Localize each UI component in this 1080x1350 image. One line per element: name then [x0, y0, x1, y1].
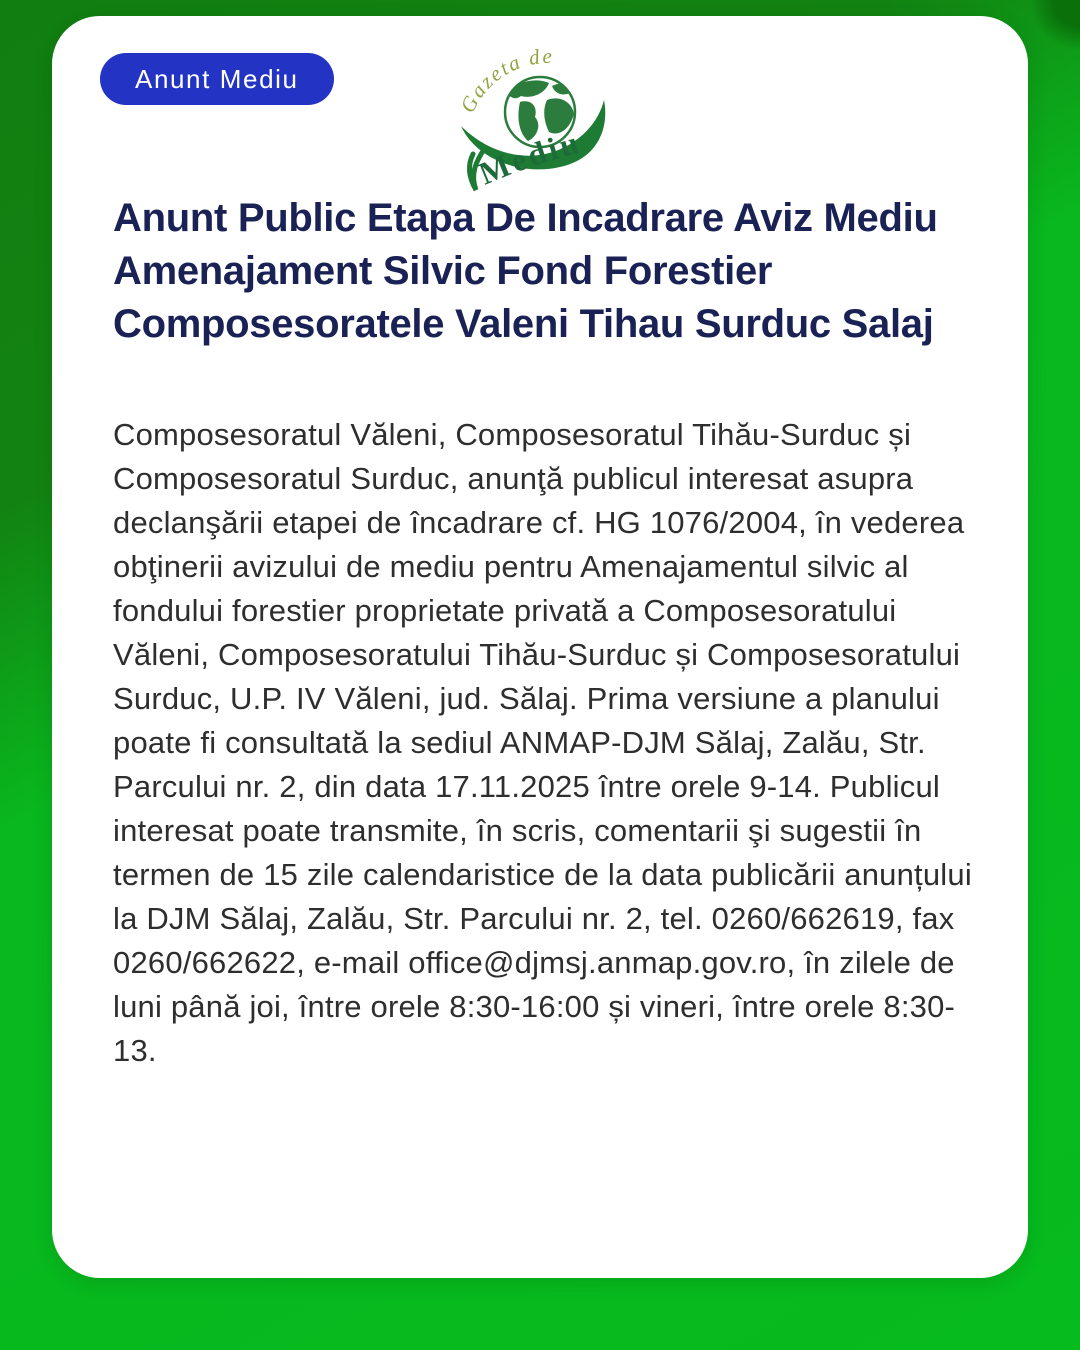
logo-arc-bottom-text: Mediu — [473, 123, 585, 192]
globe-leaf-logo-icon — [451, 42, 629, 194]
announcement-card — [52, 16, 1028, 1278]
announcement-body: Composesoratul Văleni, Composesoratul Tihău-Surduc și Composesoratul Surduc, anunţă publicul interesat asupra declanşării etapei de încadrare cf. HG 1076/2004, în vederea obţinerii avizului de mediu pentru Amenajamentul silvic al fondului forestier proprietate privată a Composesoratului Văleni, Composesoratului Tihău-Surduc și Composesoratului Surduc, U.P. IV Văleni, jud. Sălaj. Prima versiune a planului poate fi consultată la sediul ANMAP-DJM Sălaj, Zalău, Str. Parcului nr. 2, din data 17.11.2025 între orele 9-14. Publicul interesat poate transmite, în scris, comentarii şi sugestii în termen de 15 zile calendaristice de la data publicării anunțului la DJM Sălaj, Zalău, Str. Parcului nr. 2, tel. 0260/662619, fax 0260/662622, e-mail office@djmsj.anmap.gov.ro, în zilele de luni până joi, între orele 8:30-16:00 și vineri, între orele 8:30-13. — [113, 417, 972, 1068]
logo-arc-top-text: Gazeta de — [455, 43, 554, 117]
title-line: Anunt Public Etapa De Incadrare Aviz Mediu — [113, 196, 938, 240]
title-line: Composesoratele Valeni Tihau Surduc Salaj — [113, 302, 934, 346]
title-line: Amenajament Silvic Fond Forestier — [113, 249, 773, 293]
card-content — [113, 192, 975, 1073]
page-title — [113, 192, 975, 351]
gazeta-de-mediu-logo — [52, 42, 1028, 194]
category-badge[interactable]: Anunt Mediu — [100, 53, 334, 105]
